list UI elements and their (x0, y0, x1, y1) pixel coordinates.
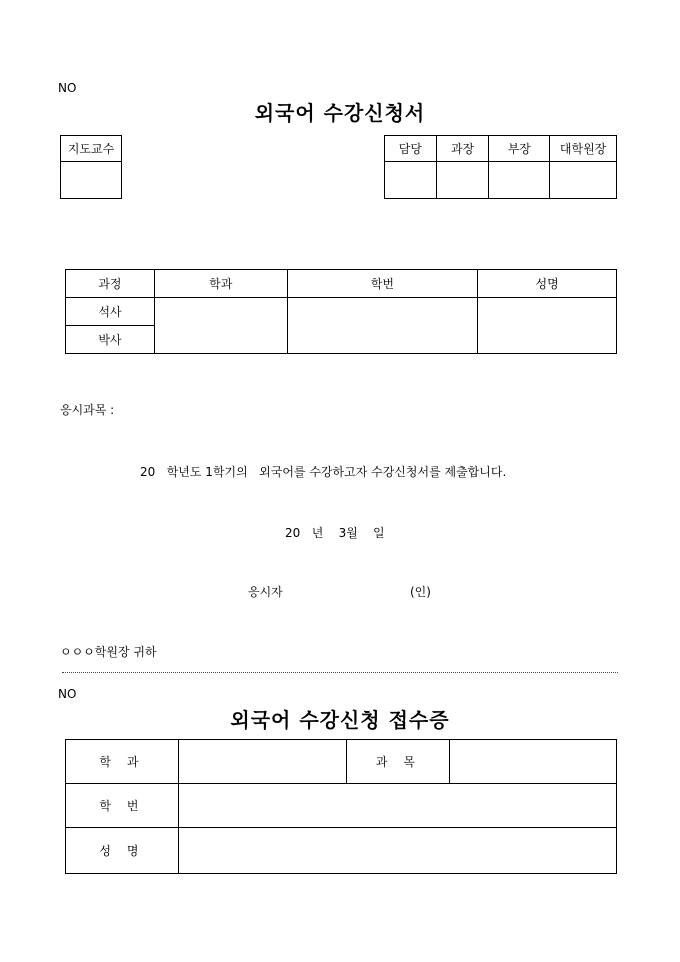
approval-sign-director[interactable] (489, 162, 550, 199)
header-name: 성명 (478, 270, 617, 298)
form-title: 외국어 수강신청서 (254, 101, 426, 125)
approval-sign-dean[interactable] (550, 162, 617, 199)
approval-sign-staff[interactable] (385, 162, 437, 199)
student-info-table (65, 269, 617, 354)
advisor-sign-cell[interactable] (61, 162, 122, 199)
addressee: ㅇㅇㅇ학원장 귀하 (60, 645, 157, 659)
advisor-label: 지도교수 (61, 136, 122, 162)
seal-mark: (인) (410, 585, 431, 599)
application-statement: 20 학년도 1학기의 외국어를 수강하고자 수강신청서를 제출합니다. (140, 465, 507, 479)
approval-label-dean: 대학원장 (550, 136, 617, 162)
department-field[interactable] (154, 298, 287, 354)
cut-line (62, 672, 618, 673)
approval-label-section-chief: 과장 (436, 136, 489, 162)
receipt-no-label: NO (58, 687, 77, 701)
applicant-label: 응시자 (248, 585, 283, 599)
header-program: 과정 (66, 270, 155, 298)
student-no-field[interactable] (287, 298, 478, 354)
receipt-title: 외국어 수강신청 접수증 (230, 708, 450, 732)
receipt-course-field[interactable] (450, 740, 617, 784)
advisor-sign-box (60, 135, 122, 199)
name-field[interactable] (478, 298, 617, 354)
receipt-table (65, 739, 617, 874)
header-student-no: 학번 (287, 270, 478, 298)
approval-label-staff: 담당 (385, 136, 437, 162)
degree-master[interactable]: 석사 (66, 298, 155, 326)
approval-sign-section-chief[interactable] (436, 162, 489, 199)
header-department: 학과 (154, 270, 287, 298)
receipt-student-no-label: 학 번 (66, 784, 179, 828)
receipt-student-no-field[interactable] (178, 784, 616, 828)
receipt-dept-label: 학 과 (66, 740, 179, 784)
approval-label-director: 부장 (489, 136, 550, 162)
degree-doctor[interactable]: 박사 (66, 326, 155, 354)
receipt-course-label: 과 목 (347, 740, 450, 784)
receipt-name-field[interactable] (178, 828, 616, 874)
receipt-dept-field[interactable] (178, 740, 347, 784)
receipt-name-label: 성 명 (66, 828, 179, 874)
application-date: 20 년 3월 일 (285, 526, 385, 540)
form-no-label: NO (58, 81, 77, 95)
exam-subject-label: 응시과목 : (60, 403, 115, 417)
approval-sign-box (384, 135, 617, 199)
